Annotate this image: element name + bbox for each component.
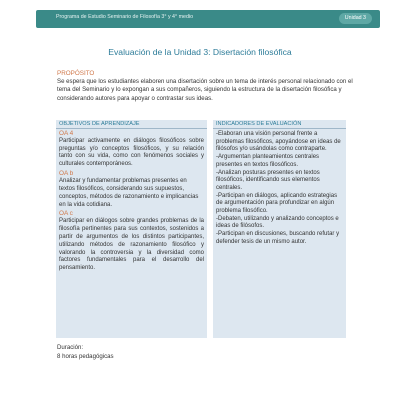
- proposito-heading: PROPÓSITO: [57, 70, 95, 77]
- list-item: -Argumentan planteamientos centrales presentes en textos filosóficos.: [216, 154, 320, 168]
- indicadores-box: [213, 120, 346, 338]
- program-title: Programa de Estudio Seminario de Filosofía 3° y 4° medio: [56, 14, 194, 20]
- duracion-value: 8 horas pedagógicas: [57, 353, 114, 360]
- list-item: -Participan en discusiones, buscando refutar y defender tesis de un mismo autor.: [216, 231, 340, 245]
- proposito-text: Se espera que los estudiantes elaboren una disertación sobre un tema de interés personal relacionado con el tema del Seminario y lo expongan a sus compañeros, siguiendo la estructura de la disertación filosófica y considerando autores para apoyar o contrastar sus ideas.: [57, 78, 353, 102]
- oa-label: OA b: [59, 170, 74, 178]
- objetivos-box: [56, 120, 207, 338]
- page-title: Evaluación de la Unidad 3: Disertación filosófica: [108, 47, 292, 57]
- oa-label: OA 4: [59, 130, 74, 137]
- oa-text: Participar activamente en diálogos filosóficos sobre preguntas y/o conceptos filosóficos, y su relación tanto con su vida, como con fenómenos sociales y culturales contemporáneos.: [59, 137, 204, 168]
- list-item: -Elaboran una visión personal frente a problemas filosóficos, apoyándose en ideas de filósofos y/o usándolas como contraparte.: [216, 131, 341, 153]
- objetivos-heading: OBJETIVOS DE APRENDIZAJE: [56, 120, 207, 129]
- list-item: -Analizan posturas presentes en textos filosóficos, identificando sus elementos centrales.: [216, 169, 320, 191]
- oa-label: OA c: [59, 210, 73, 218]
- oa-text: Analizar y fundamentar problemas presentes en textos filosóficos, considerando sus supuestos, conceptos, métodos de razonamiento e implicancias en la vida cotidiana.: [59, 177, 199, 208]
- list-item: -Debaten, utilizando y analizando conceptos e ideas de filósofos.: [216, 215, 339, 230]
- indicadores-list: [216, 131, 343, 247]
- duracion-label: Duración:: [57, 344, 84, 351]
- indicadores-heading: INDICADORES DE EVALUACIÓN: [213, 120, 346, 129]
- list-item: -Participan en diálogos, aplicando estrategias de argumentación para profundizar en algún problema filosófico.: [216, 192, 338, 215]
- unit-badge: Unidad 3: [339, 13, 372, 24]
- header-bar: [36, 10, 380, 28]
- oa-text: Participar en diálogos sobre grandes problemas de la filosofía pertinentes para sus contextos, sostenidos a partir de argumentos de los distintos participantes, utilizando métodos de razonamiento filosófico y valorando la controversia y la diversidad como factores fundamentales para el desarrollo del pensamiento.: [59, 218, 204, 272]
